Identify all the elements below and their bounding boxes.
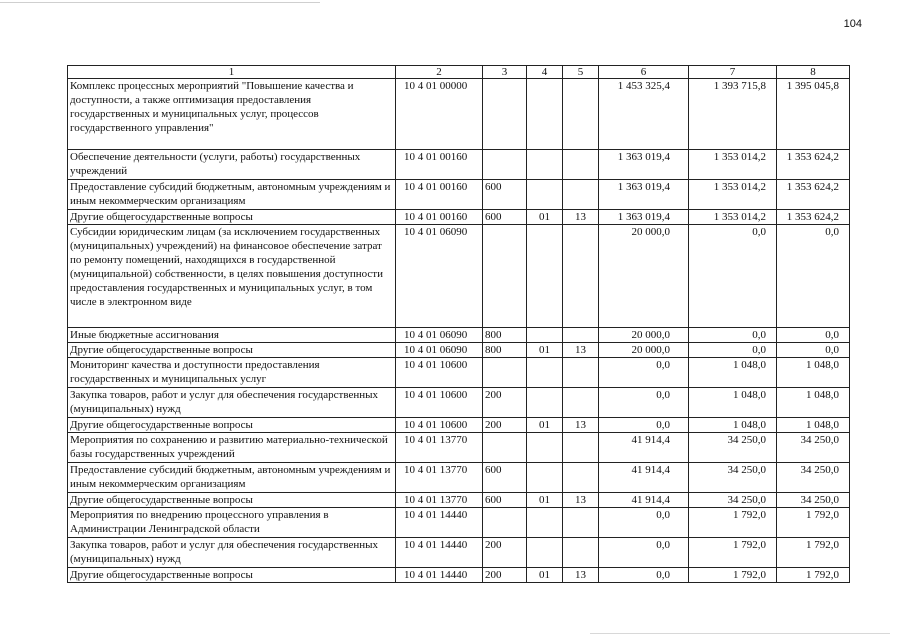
table-row bbox=[68, 150, 850, 180]
column-header: 6 bbox=[599, 66, 689, 79]
row-rz bbox=[527, 463, 563, 493]
row-rz: 01 bbox=[527, 493, 563, 508]
page-number: 104 bbox=[843, 18, 862, 30]
row-vr: 600 bbox=[483, 210, 527, 225]
row-value-8: 0,0 bbox=[777, 225, 850, 328]
row-value-6: 0,0 bbox=[599, 538, 689, 568]
row-value-8: 1 048,0 bbox=[777, 388, 850, 418]
row-value-8: 1 048,0 bbox=[777, 418, 850, 433]
row-rz bbox=[527, 79, 563, 150]
row-pr bbox=[563, 150, 599, 180]
row-rz: 01 bbox=[527, 418, 563, 433]
row-value-7: 0,0 bbox=[689, 328, 777, 343]
row-value-8: 1 792,0 bbox=[777, 508, 850, 538]
row-rz bbox=[527, 388, 563, 418]
row-value-7: 1 048,0 bbox=[689, 418, 777, 433]
row-value-8: 1 792,0 bbox=[777, 568, 850, 583]
row-code: 10 4 01 06090 bbox=[396, 343, 483, 358]
row-value-7: 34 250,0 bbox=[689, 463, 777, 493]
row-vr bbox=[483, 225, 527, 328]
row-value-6: 1 363 019,4 bbox=[599, 210, 689, 225]
row-value-8: 34 250,0 bbox=[777, 463, 850, 493]
row-value-7: 0,0 bbox=[689, 343, 777, 358]
table-row bbox=[68, 210, 850, 225]
row-code: 10 4 01 13770 bbox=[396, 463, 483, 493]
row-value-6: 1 453 325,4 bbox=[599, 79, 689, 150]
row-code: 10 4 01 13770 bbox=[396, 433, 483, 463]
row-vr: 200 bbox=[483, 388, 527, 418]
row-pr bbox=[563, 225, 599, 328]
row-rz bbox=[527, 358, 563, 388]
table-row bbox=[68, 180, 850, 210]
row-code: 10 4 01 00160 bbox=[396, 180, 483, 210]
row-vr: 600 bbox=[483, 180, 527, 210]
row-pr bbox=[563, 358, 599, 388]
row-value-6: 0,0 bbox=[599, 568, 689, 583]
budget-table bbox=[67, 65, 850, 583]
table-row bbox=[68, 79, 850, 150]
row-value-8: 34 250,0 bbox=[777, 433, 850, 463]
row-value-7: 1 393 715,8 bbox=[689, 79, 777, 150]
column-header: 8 bbox=[777, 66, 850, 79]
row-name: Мероприятия по сохранению и развитию материально-технической базы государственных учреждений bbox=[68, 433, 396, 463]
row-name: Закупка товаров, работ и услуг для обеспечения государственных (муниципальных) нужд bbox=[68, 388, 396, 418]
column-header: 5 bbox=[563, 66, 599, 79]
row-vr bbox=[483, 358, 527, 388]
row-value-6: 1 363 019,4 bbox=[599, 180, 689, 210]
table-row bbox=[68, 388, 850, 418]
table-header-row bbox=[68, 66, 850, 79]
scan-edge-bottom bbox=[590, 633, 890, 634]
row-rz bbox=[527, 328, 563, 343]
row-rz bbox=[527, 433, 563, 463]
table-row bbox=[68, 358, 850, 388]
row-rz: 01 bbox=[527, 568, 563, 583]
column-header: 7 bbox=[689, 66, 777, 79]
row-vr bbox=[483, 79, 527, 150]
row-pr bbox=[563, 538, 599, 568]
row-pr: 13 bbox=[563, 493, 599, 508]
row-vr: 800 bbox=[483, 343, 527, 358]
scan-edge-top bbox=[0, 2, 320, 3]
row-value-6: 1 363 019,4 bbox=[599, 150, 689, 180]
column-header: 3 bbox=[483, 66, 527, 79]
table-row bbox=[68, 568, 850, 583]
row-code: 10 4 01 14440 bbox=[396, 568, 483, 583]
row-rz bbox=[527, 508, 563, 538]
row-value-8: 1 353 624,2 bbox=[777, 180, 850, 210]
row-value-7: 1 048,0 bbox=[689, 358, 777, 388]
row-value-7: 34 250,0 bbox=[689, 493, 777, 508]
table-row bbox=[68, 538, 850, 568]
row-value-6: 20 000,0 bbox=[599, 225, 689, 328]
row-name: Субсидии юридическим лицам (за исключением государственных (муниципальных) учреждений) на финансовое обеспечение затрат по ремонту помещений, находящихся в государственной (муниципальной) собственности, в целях повышения доступности предоставления государственных и муниципальных услуг, в том числе в электронном виде bbox=[68, 225, 396, 328]
column-header: 1 bbox=[68, 66, 396, 79]
row-value-6: 20 000,0 bbox=[599, 343, 689, 358]
row-name: Другие общегосударственные вопросы bbox=[68, 210, 396, 225]
row-pr: 13 bbox=[563, 568, 599, 583]
row-value-7: 1 792,0 bbox=[689, 538, 777, 568]
table-row bbox=[68, 508, 850, 538]
row-name: Предоставление субсидий бюджетным, автономным учреждениям и иным некоммерческим организациям bbox=[68, 180, 396, 210]
row-value-7: 1 353 014,2 bbox=[689, 180, 777, 210]
row-value-6: 41 914,4 bbox=[599, 493, 689, 508]
row-vr: 600 bbox=[483, 493, 527, 508]
row-code: 10 4 01 10600 bbox=[396, 418, 483, 433]
row-name: Закупка товаров, работ и услуг для обеспечения государственных (муниципальных) нужд bbox=[68, 538, 396, 568]
row-vr: 600 bbox=[483, 463, 527, 493]
row-vr: 200 bbox=[483, 538, 527, 568]
row-vr bbox=[483, 150, 527, 180]
row-pr: 13 bbox=[563, 210, 599, 225]
row-vr: 800 bbox=[483, 328, 527, 343]
row-rz bbox=[527, 225, 563, 328]
row-name: Другие общегосударственные вопросы bbox=[68, 343, 396, 358]
row-value-6: 0,0 bbox=[599, 508, 689, 538]
row-pr: 13 bbox=[563, 343, 599, 358]
row-code: 10 4 01 00160 bbox=[396, 210, 483, 225]
row-name: Другие общегосударственные вопросы bbox=[68, 493, 396, 508]
row-pr bbox=[563, 328, 599, 343]
table-row bbox=[68, 418, 850, 433]
row-code: 10 4 01 06090 bbox=[396, 225, 483, 328]
row-rz bbox=[527, 180, 563, 210]
row-name: Обеспечение деятельности (услуги, работы) государственных учреждений bbox=[68, 150, 396, 180]
row-pr bbox=[563, 388, 599, 418]
row-value-6: 0,0 bbox=[599, 388, 689, 418]
row-value-7: 0,0 bbox=[689, 225, 777, 328]
row-value-7: 1 792,0 bbox=[689, 568, 777, 583]
row-name: Мероприятия по внедрению процессного управления в Администрации Ленинградской области bbox=[68, 508, 396, 538]
table-row bbox=[68, 463, 850, 493]
row-value-6: 0,0 bbox=[599, 418, 689, 433]
row-pr bbox=[563, 79, 599, 150]
row-pr bbox=[563, 463, 599, 493]
row-code: 10 4 01 00160 bbox=[396, 150, 483, 180]
row-name: Мониторинг качества и доступности предоставления государственных и муниципальных услуг bbox=[68, 358, 396, 388]
row-code: 10 4 01 10600 bbox=[396, 358, 483, 388]
table-row bbox=[68, 343, 850, 358]
row-code: 10 4 01 10600 bbox=[396, 388, 483, 418]
row-value-7: 1 353 014,2 bbox=[689, 150, 777, 180]
row-value-8: 1 048,0 bbox=[777, 358, 850, 388]
row-name: Другие общегосударственные вопросы bbox=[68, 568, 396, 583]
table-row bbox=[68, 328, 850, 343]
column-header: 4 bbox=[527, 66, 563, 79]
row-value-6: 41 914,4 bbox=[599, 433, 689, 463]
row-code: 10 4 01 06090 bbox=[396, 328, 483, 343]
row-rz: 01 bbox=[527, 343, 563, 358]
table-row bbox=[68, 225, 850, 328]
row-vr: 200 bbox=[483, 418, 527, 433]
row-value-7: 1 792,0 bbox=[689, 508, 777, 538]
row-name: Комплекс процессных мероприятий "Повышение качества и доступности, а также оптимизация предоставления государственных и муниципальных услуг, процессов государственного управления" bbox=[68, 79, 396, 150]
table-row bbox=[68, 433, 850, 463]
row-pr bbox=[563, 508, 599, 538]
row-code: 10 4 01 14440 bbox=[396, 508, 483, 538]
row-name: Иные бюджетные ассигнования bbox=[68, 328, 396, 343]
row-rz bbox=[527, 538, 563, 568]
row-value-8: 0,0 bbox=[777, 343, 850, 358]
row-value-6: 0,0 bbox=[599, 358, 689, 388]
row-code: 10 4 01 00000 bbox=[396, 79, 483, 150]
table-row bbox=[68, 493, 850, 508]
row-vr bbox=[483, 433, 527, 463]
row-vr: 200 bbox=[483, 568, 527, 583]
column-header: 2 bbox=[396, 66, 483, 79]
row-value-6: 41 914,4 bbox=[599, 463, 689, 493]
row-vr bbox=[483, 508, 527, 538]
row-code: 10 4 01 13770 bbox=[396, 493, 483, 508]
row-pr bbox=[563, 433, 599, 463]
row-code: 10 4 01 14440 bbox=[396, 538, 483, 568]
row-value-8: 1 395 045,8 bbox=[777, 79, 850, 150]
row-value-8: 1 792,0 bbox=[777, 538, 850, 568]
row-value-7: 1 353 014,2 bbox=[689, 210, 777, 225]
row-value-6: 20 000,0 bbox=[599, 328, 689, 343]
row-value-8: 1 353 624,2 bbox=[777, 210, 850, 225]
row-pr: 13 bbox=[563, 418, 599, 433]
row-rz bbox=[527, 150, 563, 180]
row-rz: 01 bbox=[527, 210, 563, 225]
row-name: Предоставление субсидий бюджетным, автономным учреждениям и иным некоммерческим организациям bbox=[68, 463, 396, 493]
row-value-8: 34 250,0 bbox=[777, 493, 850, 508]
row-value-7: 34 250,0 bbox=[689, 433, 777, 463]
row-value-8: 0,0 bbox=[777, 328, 850, 343]
row-pr bbox=[563, 180, 599, 210]
row-name: Другие общегосударственные вопросы bbox=[68, 418, 396, 433]
row-value-8: 1 353 624,2 bbox=[777, 150, 850, 180]
row-value-7: 1 048,0 bbox=[689, 388, 777, 418]
